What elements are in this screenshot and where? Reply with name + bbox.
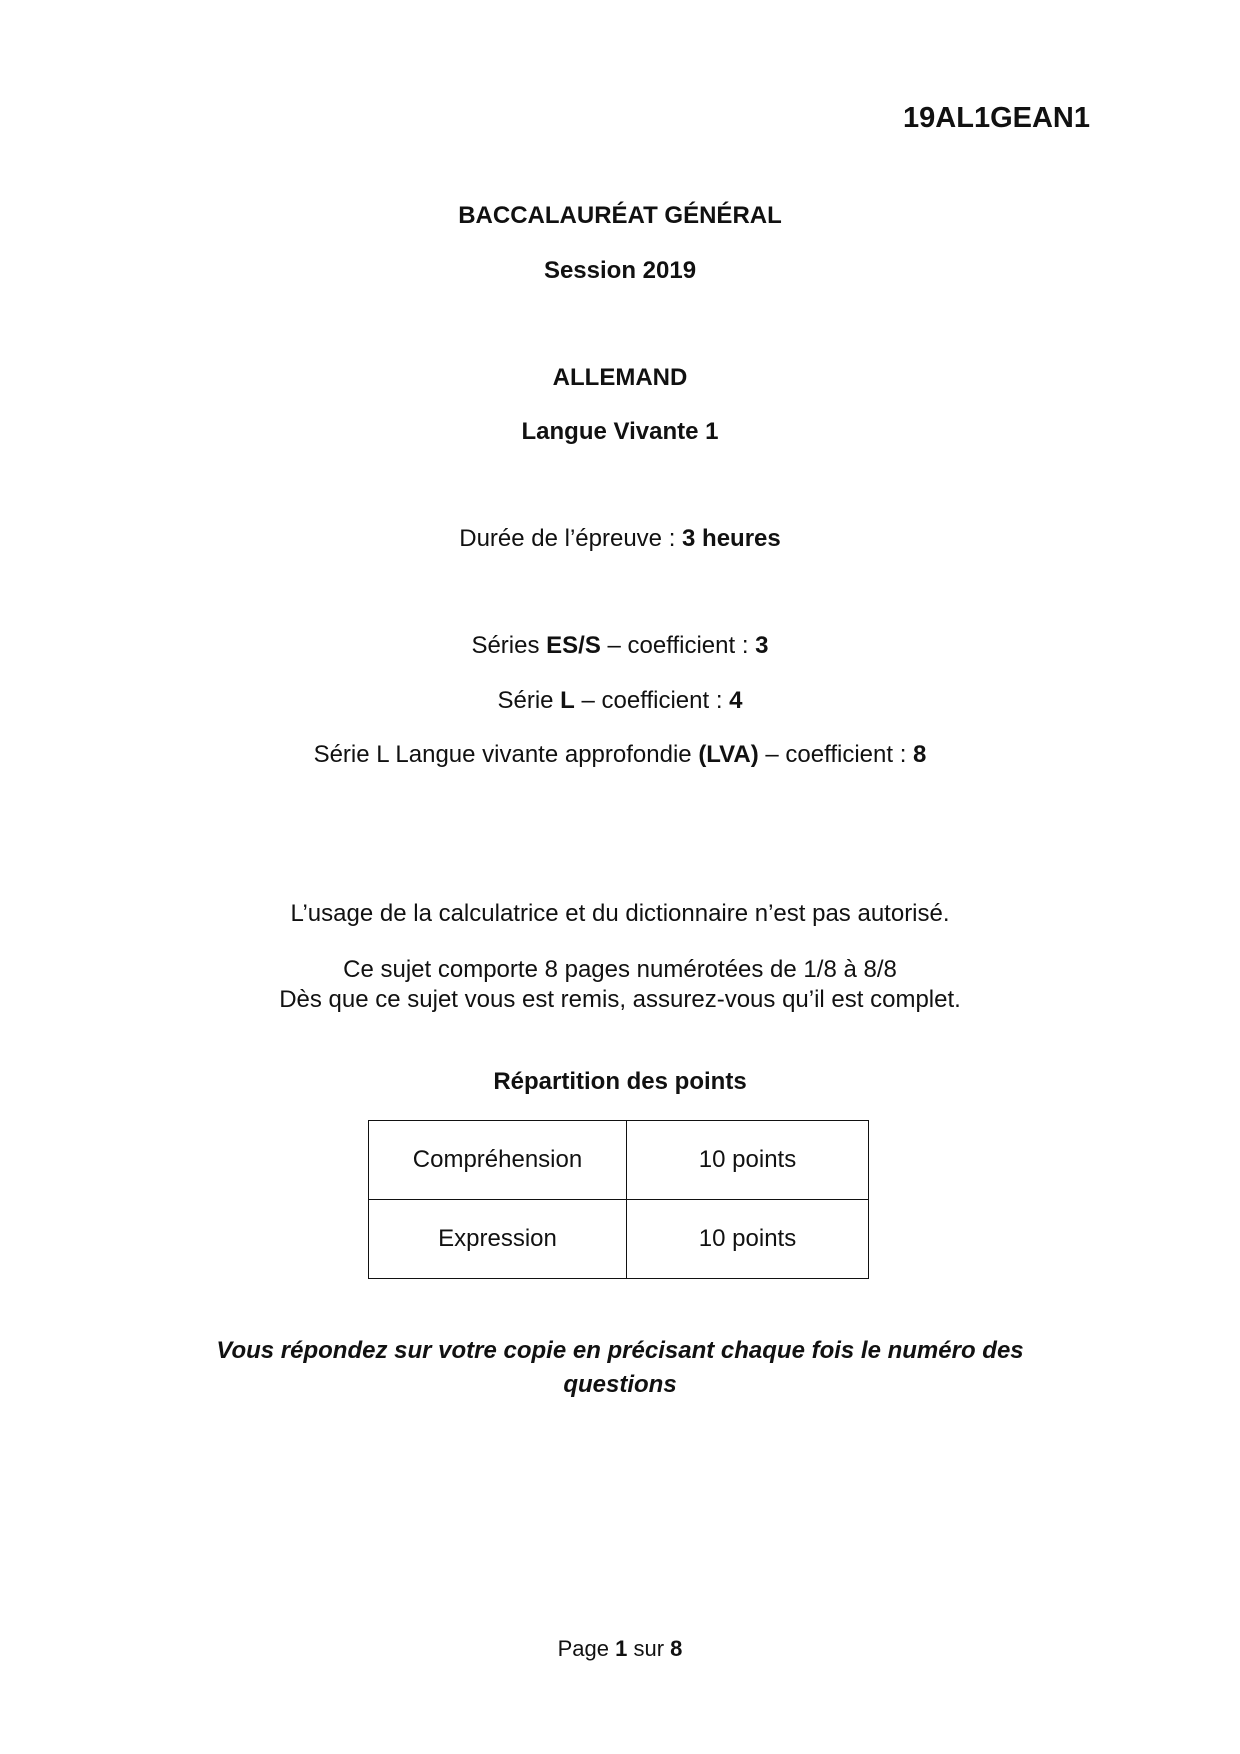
series-coef: 8: [913, 741, 927, 768]
points-heading: Répartition des points: [493, 1068, 747, 1095]
table-row: [369, 1121, 869, 1200]
page-footer: [0, 1636, 1240, 1662]
series-name: ES/S: [546, 632, 601, 659]
series-name: (LVA): [698, 741, 759, 768]
series-prefix: Série L Langue vivante approfondie: [313, 741, 699, 768]
series-coef: 3: [755, 632, 769, 659]
series-prefix: Séries: [471, 632, 547, 659]
table-cell-points: 10 points: [627, 1121, 869, 1200]
table-cell-part: Expression: [369, 1200, 627, 1279]
series-mid: – coefficient :: [758, 741, 914, 768]
instruction: [0, 1334, 1240, 1402]
series-mid: – coefficient :: [600, 632, 756, 659]
duration-label: Durée de l’épreuve :: [459, 525, 683, 552]
duration-line: [0, 525, 1240, 553]
footer-total-pages: 8: [670, 1636, 683, 1661]
calculator-notice: L’usage de la calculatrice et du dictionnaire n’est pas autorisé.: [290, 900, 950, 927]
footer-prefix: Page: [557, 1636, 616, 1661]
exam-code: 19AL1GEAN1: [903, 102, 1090, 134]
table-cell-part: Compréhension: [369, 1121, 627, 1200]
points-table: [368, 1120, 869, 1279]
instruction-line-2: questions: [563, 1371, 677, 1398]
series-prefix: Série: [497, 687, 561, 714]
table-cell-points: 10 points: [627, 1200, 869, 1279]
footer-mid: sur: [627, 1636, 671, 1661]
footer-current-page: 1: [615, 1636, 628, 1661]
language-level: Langue Vivante 1: [521, 418, 719, 445]
table-row: [369, 1200, 869, 1279]
subject: ALLEMAND: [552, 364, 688, 391]
series-mid: – coefficient :: [574, 687, 730, 714]
exam-title: BACCALAURÉAT GÉNÉRAL: [458, 202, 782, 229]
pages-notice-line-1: Ce sujet comporte 8 pages numérotées de 1/8 à 8/8: [343, 956, 897, 983]
instruction-line-1: Vous répondez sur votre copie en précisant chaque fois le numéro des: [216, 1337, 1024, 1364]
duration-value: 3 heures: [682, 525, 781, 552]
series-line-l: [0, 687, 1240, 715]
series-coef: 4: [729, 687, 743, 714]
series-line-lva: [0, 741, 1240, 769]
series-line-es-s: [0, 632, 1240, 660]
session: Session 2019: [543, 257, 697, 284]
series-name: L: [560, 687, 575, 714]
pages-notice-line-2: Dès que ce sujet vous est remis, assurez-vous qu’il est complet.: [279, 986, 961, 1013]
